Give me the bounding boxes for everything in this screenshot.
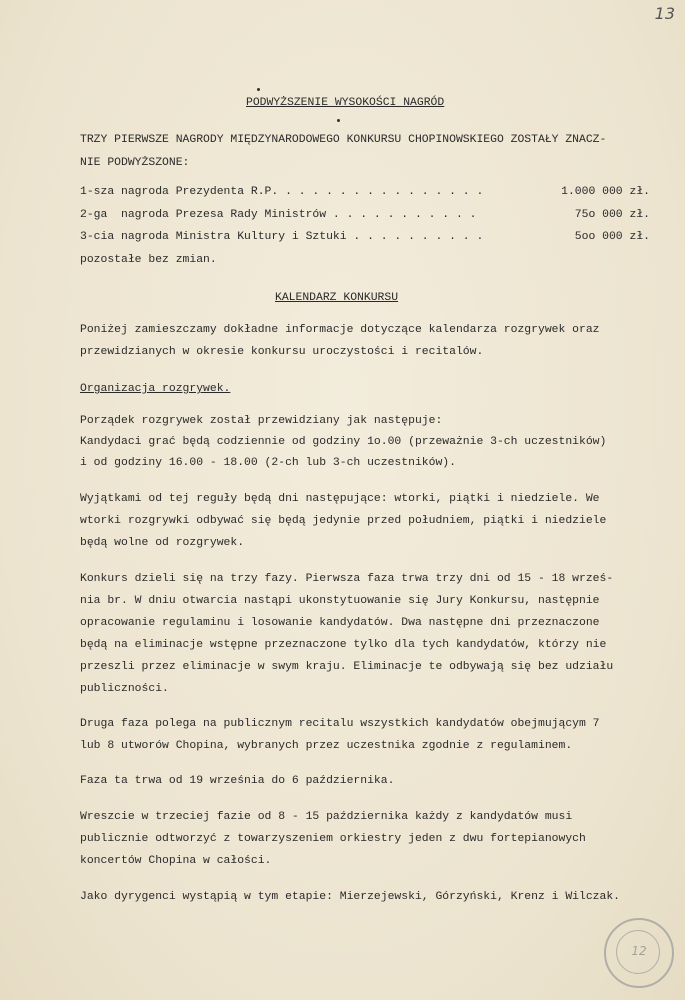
calendar-intro-line: przewidzianych w okresie konkursu uroczystości i recitalów. <box>80 346 484 358</box>
second-phase-dates: Faza ta trwa od 19 września do 6 października. <box>80 775 395 787</box>
phases-line: Konkurs dzieli się na trzy fazy. Pierwsza faza trwa trzy dni od 15 - 18 wrześ- <box>80 573 614 585</box>
prize-label: 2-ga nagroda Prezesa Rady Ministrów . . . . . . . . . . . <box>80 209 477 221</box>
prize-amount: 5oo 000 zł. <box>574 231 650 243</box>
dot-mark <box>337 119 340 122</box>
archive-stamp <box>604 918 674 988</box>
page-number: 13 <box>654 4 675 23</box>
exceptions-line: wtorki rozgrywki odbywać się będą jedynie przed południem, piątki i niedziele <box>80 515 607 527</box>
phases-line: publiczności. <box>80 683 169 695</box>
org-line: Porządek rozgrywek został przewidziany jak następuje: <box>80 415 443 427</box>
prize-row <box>80 186 650 202</box>
exceptions-line: będą wolne od rozgrywek. <box>80 537 245 549</box>
heading-organization: Organizacja rozgrywek. <box>80 383 231 395</box>
heading-awards: PODWYŻSZENIE WYSOKOŚCI NAGRÓD <box>246 97 445 109</box>
third-phase-line: Wreszcie w trzeciej fazie od 8 - 15 października każdy z kandydatów musi <box>80 811 573 823</box>
second-phase-line: lub 8 utworów Chopina, wybranych przez uczestnika zgodnie z regulaminem. <box>80 740 573 752</box>
second-phase-line: Druga faza polega na publicznym recitalu wszystkich kandydatów obejmującym 7 <box>80 718 600 730</box>
stamp-number: 12 <box>631 944 647 958</box>
prize-amount: 1.000 000 zł. <box>561 186 650 198</box>
phases-line: przeszli przez eliminacje w swym kraju. Eliminacje te odbywają się bez udziału <box>80 661 614 673</box>
prize-row <box>80 209 650 225</box>
prize-label: 1-sza nagroda Prezydenta R.P. . . . . . . . . . . . . . . . <box>80 186 484 198</box>
calendar-intro-line: Poniżej zamieszczamy dokładne informacje dotyczące kalendarza rozgrywek oraz <box>80 324 600 336</box>
third-phase-line: publicznie odtworzyć z towarzyszeniem orkiestry jeden z dwu fortepianowych <box>80 833 586 845</box>
phases-line: opracowanie regulaminu i losowanie kandydatów. Dwa następne dni przeznaczone <box>80 617 600 629</box>
exceptions-line: Wyjątkami od tej reguły będą dni następujące: wtorki, piątki i niedziele. We <box>80 493 600 505</box>
third-phase-line: koncertów Chopina w całości. <box>80 855 272 867</box>
dot-mark <box>257 88 260 91</box>
prize-row <box>80 231 650 247</box>
heading-calendar: KALENDARZ KONKURSU <box>275 292 399 304</box>
conductors-line: Jako dyrygenci wystąpią w tym etapie: Mierzejewski, Górzyński, Krenz i Wilczak. <box>80 891 621 903</box>
prizes-note: pozostałe bez zmian. <box>80 254 217 266</box>
intro-line: NIE PODWYŻSZONE: <box>80 157 190 169</box>
intro-line: TRZY PIERWSZE NAGRODY MIĘDZYNARODOWEGO KONKURSU CHOPINOWSKIEGO ZOSTAŁY ZNACZ- <box>80 134 607 146</box>
phases-line: nia br. W dniu otwarcia nastąpi ukonstytuowanie się Jury Konkursu, następnie <box>80 595 600 607</box>
phases-line: będą na eliminacje wstępne przeznaczone tylko dla tych kandydatów, którzy nie <box>80 639 607 651</box>
org-line: Kandydaci grać będą codziennie od godziny 1o.00 (przeważnie 3-ch uczestników) <box>80 436 607 448</box>
prize-label: 3-cia nagroda Ministra Kultury i Sztuki . . . . . . . . . . <box>80 231 484 243</box>
prize-amount: 75o 000 zł. <box>574 209 650 221</box>
org-line: i od godziny 16.00 - 18.00 (2-ch lub 3-ch uczestników). <box>80 457 456 469</box>
